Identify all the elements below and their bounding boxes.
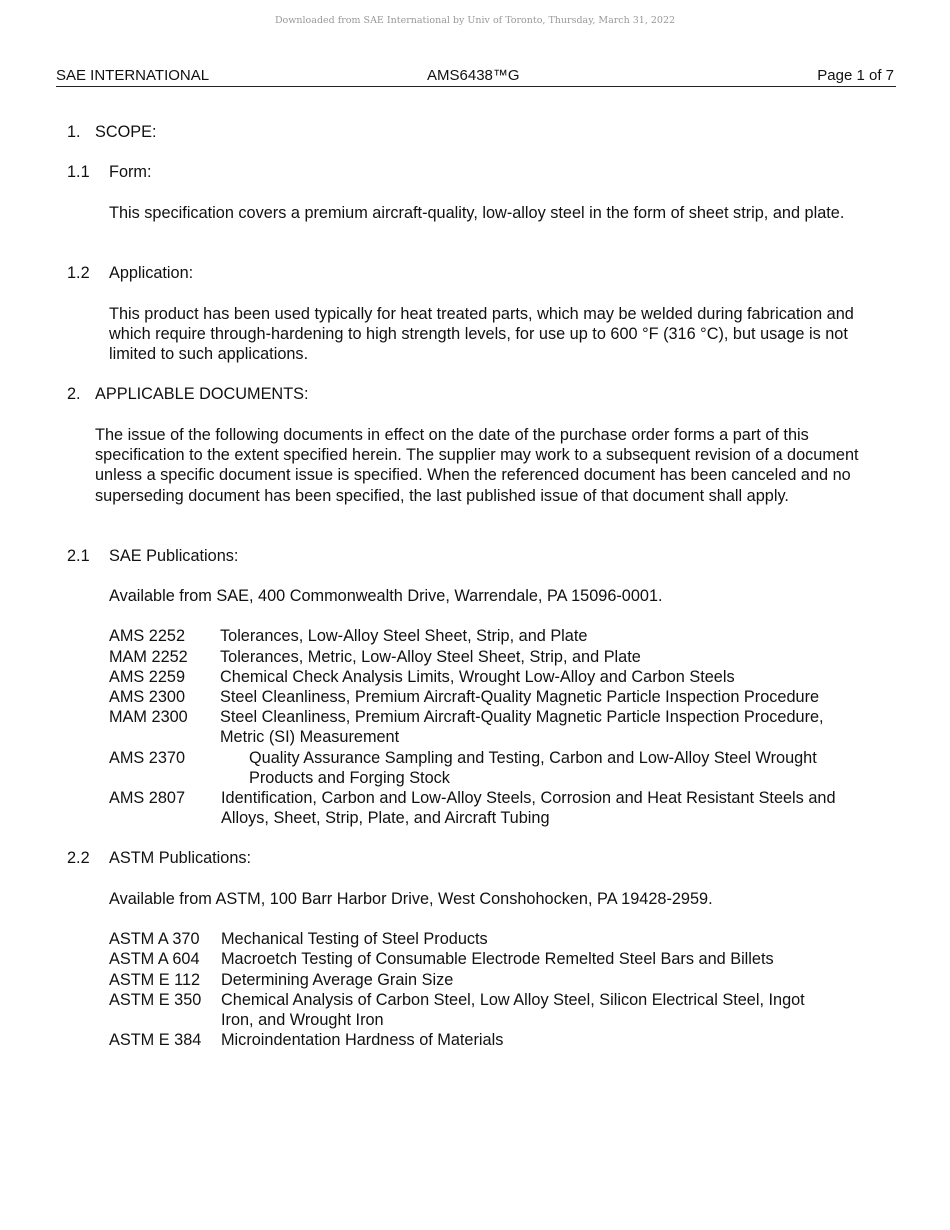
reference-code: ASTM E 384 (109, 1031, 202, 1049)
section-1-2-title: Application: (109, 264, 194, 282)
reference-title: Tolerances, Low-Alloy Steel Sheet, Strip, and Plate (220, 627, 588, 645)
astm-availability: Available from ASTM, 100 Barr Harbor Drive, West Conshohocken, PA 19428-2959. (109, 890, 713, 908)
reference-title: Mechanical Testing of Steel Products (221, 930, 488, 948)
reference-title: Quality Assurance Sampling and Testing, Carbon and Low-Alloy Steel Wrought Products and Forging Stock (249, 749, 817, 788)
reference-code: ASTM A 370 (109, 930, 200, 948)
section-1-title: SCOPE: (95, 123, 157, 141)
reference-code: MAM 2252 (109, 648, 188, 666)
section-1-2-body: This product has been used typically for heat treated parts, which may be welded during fabrication and which require through-hardening to high strength levels, for use up to 600 °F (316 °C), but usage is not limited to such applications. (109, 305, 854, 364)
section-1-1-title: Form: (109, 163, 152, 181)
reference-code: MAM 2300 (109, 708, 188, 726)
page-header (56, 66, 896, 87)
header-doc-id: AMS6438™G (427, 67, 520, 84)
reference-code: AMS 2300 (109, 688, 186, 706)
reference-title: Macroetch Testing of Consumable Electrode Remelted Steel Bars and Billets (221, 950, 774, 968)
section-2-body: The issue of the following documents in effect on the date of the purchase order forms a part of this specification to the extent specified herein. The supplier may work to a subsequent revision of a document unless a specific document issue is specified. When the referenced document has been canceled and no superseding document has been specified, the last published issue of that document shall apply. (95, 426, 859, 505)
section-2-title: APPLICABLE DOCUMENTS: (95, 385, 309, 403)
header-page-number: Page 1 of 7 (817, 67, 894, 84)
reference-title: Steel Cleanliness, Premium Aircraft-Quality Magnetic Particle Inspection Procedure (220, 688, 820, 706)
reference-code: AMS 2370 (109, 749, 186, 767)
section-1-2-number: 1.2 (67, 264, 90, 282)
section-1-number: 1. (67, 123, 81, 141)
section-1-1-body: This specification covers a premium aircraft-quality, low-alloy steel in the form of sheet strip, and plate. (109, 204, 845, 222)
reference-code: AMS 2807 (109, 789, 186, 807)
section-2-number: 2. (67, 385, 81, 403)
section-1-1-number: 1.1 (67, 163, 90, 181)
reference-code: AMS 2252 (109, 627, 186, 645)
reference-code: ASTM E 112 (109, 971, 201, 989)
reference-title: Microindentation Hardness of Materials (221, 1031, 504, 1049)
download-watermark: Downloaded from SAE International by Univ of Toronto, Thursday, March 31, 2022 (274, 15, 676, 26)
section-2-1-number: 2.1 (67, 547, 90, 565)
reference-title: Tolerances, Metric, Low-Alloy Steel Sheet, Strip, and Plate (220, 648, 641, 666)
reference-code: AMS 2259 (109, 668, 186, 686)
section-2-2-number: 2.2 (67, 849, 90, 867)
section-2-2-title: ASTM Publications: (109, 849, 252, 867)
sae-availability: Available from SAE, 400 Commonwealth Drive, Warrendale, PA 15096-0001. (109, 587, 663, 605)
reference-title: Steel Cleanliness, Premium Aircraft-Quality Magnetic Particle Inspection Procedure, Metric (SI) Measurement (220, 708, 824, 747)
reference-code: ASTM A 604 (109, 950, 200, 968)
reference-title: Chemical Check Analysis Limits, Wrought Low-Alloy and Carbon Steels (220, 668, 735, 686)
reference-title: Chemical Analysis of Carbon Steel, Low Alloy Steel, Silicon Electrical Steel, Ingot Iron, and Wrought Iron (221, 991, 805, 1030)
reference-title: Identification, Carbon and Low-Alloy Steels, Corrosion and Heat Resistant Steels and Alloys, Sheet, Strip, Plate, and Aircraft Tubing (221, 789, 836, 828)
reference-title: Determining Average Grain Size (221, 971, 454, 989)
header-org: SAE INTERNATIONAL (56, 67, 210, 84)
reference-code: ASTM E 350 (109, 991, 202, 1009)
section-2-1-title: SAE Publications: (109, 547, 239, 565)
